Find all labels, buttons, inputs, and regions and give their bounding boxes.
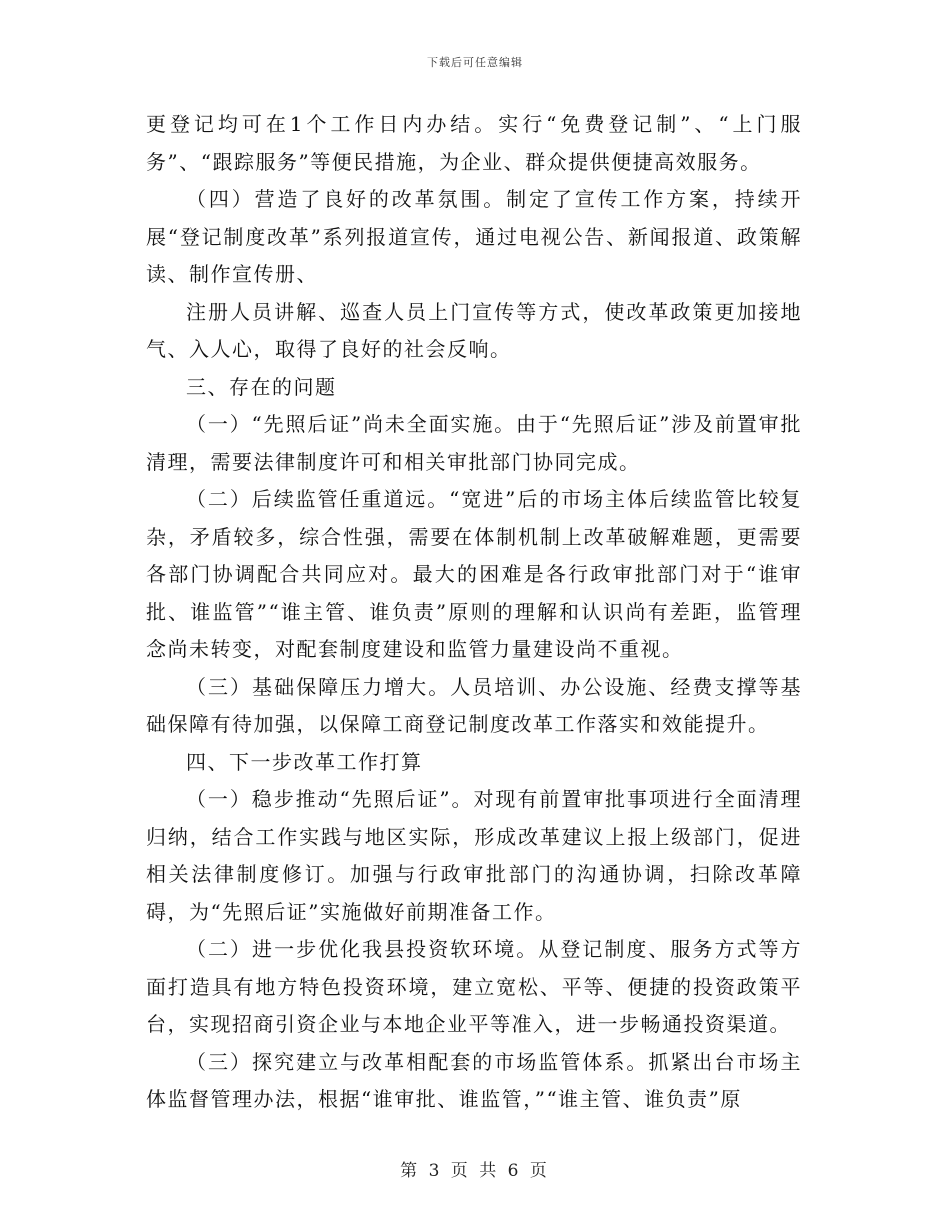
section-heading: 三、存在的问题 <box>186 374 337 399</box>
section-heading: 四、下一步改革工作打算 <box>186 749 423 774</box>
document-body <box>146 106 802 1119</box>
paragraph: 更登记均可在1个工作日内办结。实行“免费登记制”、“上门服务”、“跟踪服务”等便民措施，为企业、群众提供便捷高效服务。 <box>146 112 802 174</box>
paragraph: （四）营造了良好的改革氛围。制定了宣传工作方案，持续开展“登记制度改革”系列报道宣传，通过电视公告、新闻报道、政策解读、制作宣传册、 <box>146 187 802 286</box>
page-number-footer: 第 3 页 共 6 页 <box>400 1161 550 1181</box>
paragraph: （三）基础保障压力增大。人员培训、办公设施、经费支撑等基础保障有待加强，以保障工商登记制度改革工作落实和效能提升。 <box>146 674 802 736</box>
page-header: 下载后可任意编辑 <box>427 56 523 69</box>
paragraph: （一）“先照后证”尚未全面实施。由于“先照后证”涉及前置审批清理，需要法律制度许可和相关审批部门协同完成。 <box>146 412 802 474</box>
paragraph: 注册人员讲解、巡查人员上门宣传等方式，使改革政策更加接地气、入人心，取得了良好的社会反响。 <box>146 299 802 361</box>
paragraph: （二）后续监管任重道远。“宽进”后的市场主体后续监管比较复杂，矛盾较多，综合性强，需要在体制机制上改革破解难题，更需要各部门协调配合共同应对。最大的困难是各行政审批部门对于“谁审批、谁监管”“谁主管、谁负责”原则的理解和认识尚有差距，监管理念尚未转变，对配套制度建设和监管力量建设尚不重视。 <box>146 487 802 661</box>
paragraph: （三）探究建立与改革相配套的市场监管体系。抓紧出台市场主体监督管理办法，根据“谁审批、谁监管，”“谁主管、谁负责”原 <box>146 1049 802 1111</box>
paragraph: （二）进一步优化我县投资软环境。从登记制度、服务方式等方面打造具有地方特色投资环境，建立宽松、平等、便捷的投资政策平台，实现招商引资企业与本地企业平等准入，进一步畅通投资渠道。 <box>146 937 802 1036</box>
paragraph: （一）稳步推动“先照后证”。对现有前置审批事项进行全面清理归纳，结合工作实践与地区实际，形成改革建议上报上级部门，促进相关法律制度修订。加强与行政审批部门的沟通协调，扫除改革障碍，为“先照后证”实施做好前期准备工作。 <box>146 787 802 924</box>
